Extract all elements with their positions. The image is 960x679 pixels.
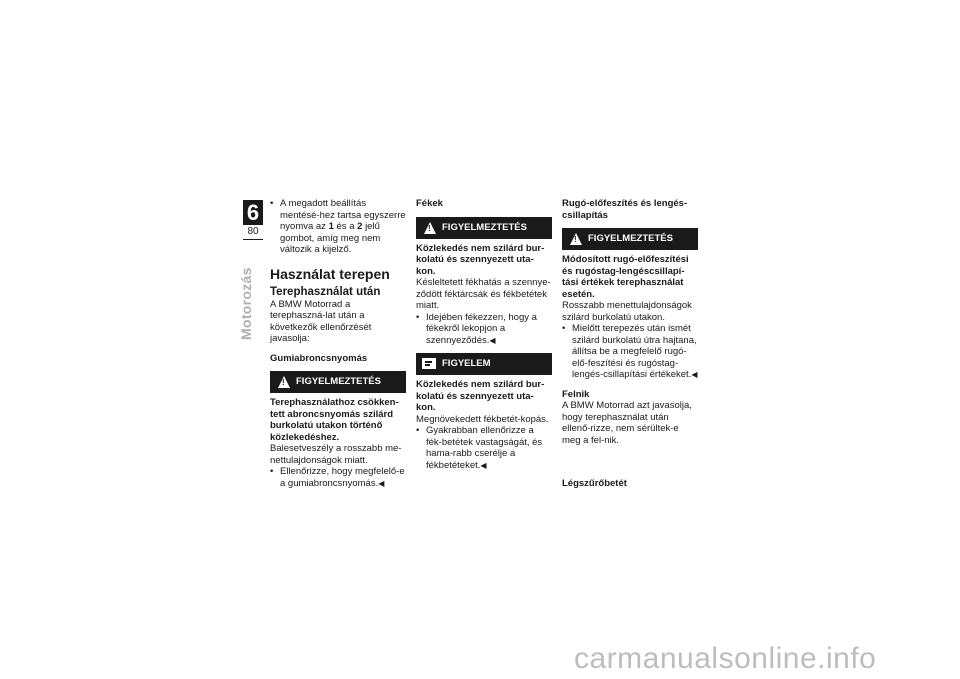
suspension-heading: Rugó-előfeszítés és lengés-csillapítás — [562, 198, 688, 221]
chapter-tab — [243, 200, 263, 240]
warning-text: Balesetveszély a rosszabb me-nettulajdonságok miatt. — [270, 443, 402, 466]
warning-triangle-icon — [424, 222, 436, 234]
column-2 — [416, 198, 552, 471]
warning-title: Terephasználathoz csökken-tett abroncsnyomás szilárd burkolatú utakon történő közlekedéshez. — [270, 397, 399, 443]
warning-title: Közlekedés nem szilárd bur-kolatú és szennyezett uta-kon. — [416, 242, 545, 277]
notice-bar: FIGYELEM — [416, 353, 552, 375]
column-1 — [270, 198, 406, 489]
subsection-heading: Terephasználat után — [270, 285, 381, 298]
page-number: 80 — [243, 225, 263, 239]
end-mark-icon: ◀ — [489, 335, 496, 345]
key-2: 2 — [357, 221, 363, 232]
intro-text: A BMW Motorrad a terephaszná-lat után a következők ellenőrzését javasolja: — [270, 298, 372, 344]
warning-bar: ! FIGYELMEZTETÉS — [270, 371, 406, 393]
rims-text: A BMW Motorrad azt javasolja, hogy terephasználat után ellenő-rizze, nem sérültek-e meg a fel-nik. — [562, 400, 692, 446]
warning-text: Késleltetett fékhatás a szennye-ződött féktárcsák és fékbetétek miatt. — [416, 277, 551, 311]
warning-bar: ! FIGYELMEZTETÉS — [416, 217, 552, 239]
warning-triangle-icon — [570, 233, 582, 245]
air-filter-heading: Légszűrőbetét — [562, 478, 627, 489]
watermark: carmanualsonline.info — [574, 642, 877, 675]
tire-pressure-heading: Gumiabroncsnyomás — [270, 352, 368, 364]
warning-text: Rosszabb menettulajdonságok szilárd burkolatú utakon. — [562, 300, 692, 323]
end-mark-icon: ◀ — [480, 460, 487, 470]
notice-title: Közlekedés nem szilárd bur-kolatú és szennyezett uta-kon. — [416, 379, 545, 413]
warning-bar: ! FIGYELMEZTETÉS — [562, 228, 698, 250]
section-heading: Használat terepen — [270, 265, 390, 282]
warning-title: Módosított rugó-előfeszítési és rugóstag-lengéscsillapí-tási értékek terephasználat esetén. — [562, 254, 689, 300]
list-item: • A megadott beállítás mentésé-hez tartsa egyszerre nyomva az 1 és a 2 jelű gombot, amíg meg nem változik a kijelző. — [270, 198, 406, 256]
brakes-heading: Fékek — [416, 198, 443, 209]
notice-icon — [422, 358, 436, 369]
section-label: Motorozás — [238, 267, 254, 340]
end-mark-icon: ◀ — [378, 478, 385, 488]
rims-heading: Felnik — [562, 388, 590, 400]
end-mark-icon: ◀ — [691, 370, 698, 379]
column-3 — [562, 198, 698, 490]
key-1: 1 — [328, 221, 334, 232]
warning-triangle-icon — [278, 376, 290, 388]
list-item: • Ellenőrizze, hogy megfelelő-e a gumiabroncsnyomás.◀ — [270, 466, 406, 489]
list-item: • Idejében fékezzen, hogy a fékekről lekopjon a szennyeződés.◀ — [416, 312, 552, 347]
list-item: • Gyakrabban ellenőrizze a fék-betétek vastagságát, és hama-rabb cserélje a fékbetéteket.◀ — [416, 425, 552, 471]
list-item: • Mielőtt terepezés után ismét szilárd burkolatú útra hajtana, állítsa be a megfelelő rugó-elő-feszítési és rugóstag-lengés-csillapítási értékeket.◀ — [562, 323, 698, 381]
chapter-number: 6 — [246, 200, 260, 225]
notice-text: Megnövekedett fékbetét-kopás. — [416, 413, 549, 425]
